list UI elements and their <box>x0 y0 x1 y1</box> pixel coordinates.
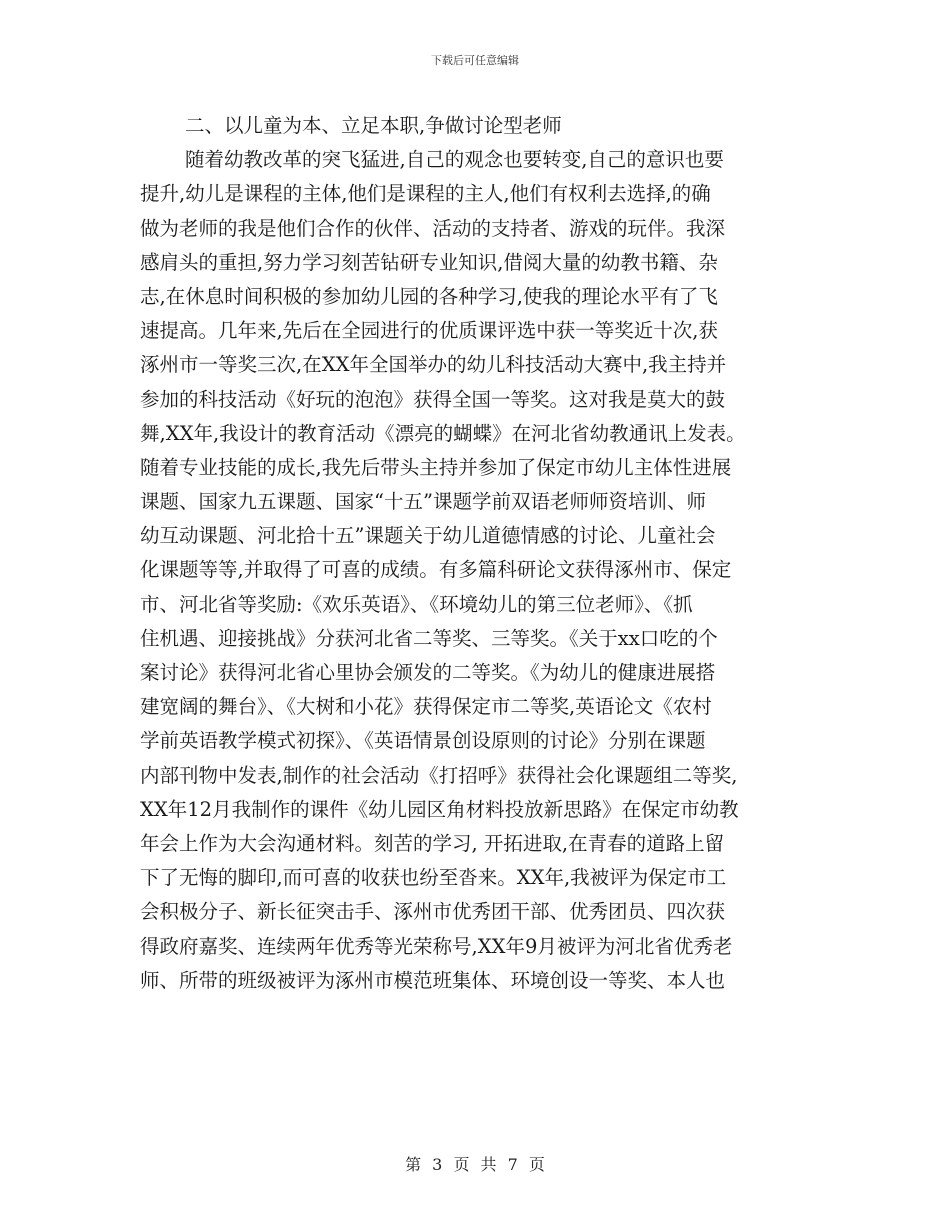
paragraph-line: 建宽阔的舞台》、《大树和小花》获得保定市二等奖,英语论文《农村 <box>140 695 712 719</box>
paragraph-line: 随着专业技能的成长,我先后带头主持并参加了保定市幼儿主体性进展 <box>140 455 732 479</box>
paragraph-line: 师、所带的班级被评为涿州市模范班集体、环境创设一等奖、本人也 <box>140 968 726 992</box>
paragraph-line: 感肩头的重担,努力学习刻苦钻研专业知识,借阅大量的幼教书籍、杂 <box>140 250 718 274</box>
paragraph-line: 涿州市一等奖三次,在XX年全国举办的幼儿科技活动大赛中,我主持并 <box>140 353 727 377</box>
paragraph-line: 课题、国家九五课题、国家“十五”课题学前双语老师师资培训、师 <box>140 490 706 514</box>
paragraph-line: 速提高。几年来,先后在全园进行的优质课评选中获一等奖近十次,获 <box>140 319 718 343</box>
paragraph-line: 住机遇、迎接挑战》分获河北省二等奖、三等奖。《关于xx口吃的个 <box>140 626 718 650</box>
paragraph-line: 会积极分子、新长征突击手、涿州市优秀团干部、优秀团员、四次获 <box>140 900 726 924</box>
paragraph-line: 参加的科技活动《好玩的泡泡》获得全国一等奖。这对我是莫大的鼓 <box>140 387 726 411</box>
paragraph-line: 做为老师的我是他们合作的伙伴、活动的支持者、游戏的玩伴。我深 <box>140 216 726 240</box>
paragraph-line: 幼互动课题、河北拾十五”课题关于幼儿道德情感的讨论、儿童社会 <box>140 524 716 548</box>
paragraph-line: 案讨论》获得河北省心里协会颁发的二等奖。《为幼儿的健康进展搭 <box>140 661 716 684</box>
document-body <box>140 109 808 998</box>
paragraph-line: 提升,幼儿是课程的主体,他们是课程的主人,他们有权利去选择,的确 <box>140 182 711 206</box>
paragraph-line: 化课题等等,并取得了可喜的成绩。有多篇科研论文获得涿州市、保定 <box>140 558 732 582</box>
paragraph-line: 内部刊物中发表,制作的社会活动《打招呼》获得社会化课题组二等奖, <box>140 763 738 787</box>
section-heading: 二、以儿童为本、立足本职,争做讨论型老师 <box>185 114 562 137</box>
paragraph-line: 市、河北省等奖励:《欢乐英语》、《环境幼儿的第三位老师》、《抓 <box>140 592 693 616</box>
paragraph-line: 下了无悔的脚印,而可喜的收获也纷至沓来。XX年,我被评为保定市工 <box>140 866 727 890</box>
paragraph-line: 志,在休息时间积极的参加幼儿园的各种学习,使我的理论水平有了飞 <box>140 284 718 308</box>
paragraph-line: 随着幼教改革的突飞猛进,自己的观念也要转变,自己的意识也要 <box>185 148 724 172</box>
paragraph-line: 年会上作为大会沟通材料。刻苦的学习, 开拓进取,在青春的道路上留 <box>140 831 725 855</box>
page-number-footer: 第 3 页 共 7 页 <box>405 1155 545 1174</box>
paragraph-line: 学前英语教学模式初探》、《英语情景创设原则的讨论》分别在课题 <box>140 729 706 753</box>
paragraph-line: XX年12月我制作的课件《幼儿园区角材料投放新思路》在保定市幼教 <box>140 797 739 821</box>
paragraph-line: 得政府嘉奖、连续两年优秀等光荣称号,XX年9月被评为河北省优秀老 <box>140 934 733 958</box>
page-header-note: 下载后可任意编辑 <box>431 54 519 67</box>
paragraph-line: 舞,XX年,我设计的教育活动《漂亮的蝴蝶》在河北省幼教通讯上发表。 <box>140 421 746 445</box>
